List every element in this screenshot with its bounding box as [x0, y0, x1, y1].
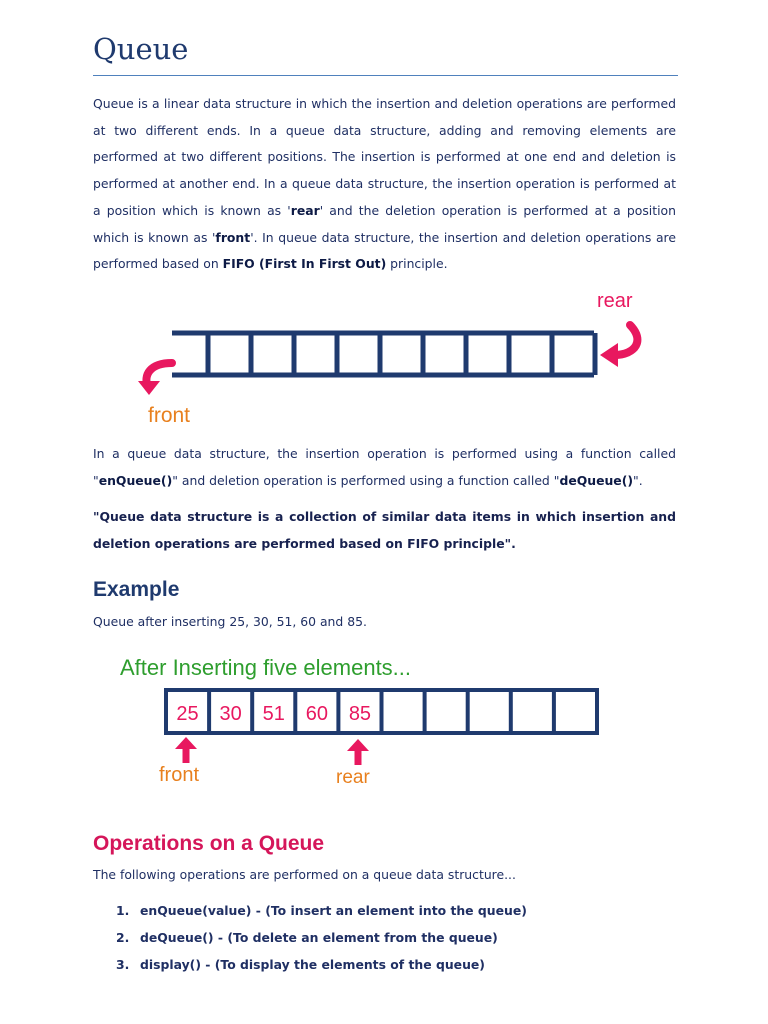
front-arrow-icon — [138, 363, 172, 395]
intro-front-term: front — [215, 229, 251, 245]
queue-diagram-filled — [0, 645, 768, 795]
operation-number: 3. — [116, 957, 130, 972]
operation-item — [93, 951, 527, 978]
queue-value: 51 — [262, 703, 285, 725]
example-caption: Queue after inserting 25, 30, 51, 60 and 85. — [93, 614, 367, 629]
example-diagram-title: After Inserting five elements... — [120, 655, 412, 680]
dequeue-term: deQueue() — [559, 472, 634, 488]
page-title: Queue — [93, 32, 189, 66]
functions-text-1: In a queue data structure, the insertion operation is performed using a function called " — [93, 446, 676, 488]
intro-rear-term: rear — [290, 202, 320, 218]
intro-paragraph — [93, 91, 676, 278]
rear-arrow-icon — [600, 325, 637, 367]
intro-text-1: Queue is a linear data structure in which the insertion and deletion operations are performed at two different ends. In a queue data structure, adding and removing elements are performed at two different positions. The insertion is performed at one end and deletion is performed at another end. In a queue data structure, the insertion operation is performed at a position which is known as ' — [93, 96, 676, 218]
operations-intro: The following operations are performed on a queue data structure... — [93, 867, 516, 882]
queue-cells — [208, 333, 595, 375]
front-up-arrow-icon — [175, 737, 197, 763]
example-rear-label: rear — [336, 767, 370, 788]
queue-value: 85 — [348, 703, 372, 725]
functions-text-3: ". — [633, 472, 643, 488]
operation-text: deQueue() - (To delete an element from the queue) — [140, 930, 498, 945]
operation-text: enQueue(value) - (To insert an element into the queue) — [140, 903, 527, 918]
queue-value: 25 — [176, 703, 199, 725]
functions-text-2: " and deletion operation is performed using a function called " — [172, 472, 560, 488]
queue-diagram-empty — [0, 285, 768, 435]
example-front-label: front — [159, 764, 200, 786]
operation-item — [93, 897, 527, 924]
operations-list — [93, 897, 527, 978]
intro-text-3: '. In queue data structure, the insertion and deletion operations are performed based on — [93, 229, 676, 272]
intro-fifo-term: FIFO (First In First Out) — [222, 256, 387, 272]
rear-label: rear — [597, 290, 633, 312]
operation-number: 1. — [116, 903, 130, 918]
functions-paragraph — [93, 441, 676, 494]
intro-text-4: principle. — [386, 256, 448, 272]
example-heading: Example — [93, 578, 180, 601]
front-label: front — [148, 404, 191, 427]
intro-text-2: ' and the deletion operation is performed at a position which is known as ' — [93, 202, 676, 245]
queue-value: 30 — [219, 703, 242, 725]
operation-item — [93, 924, 527, 951]
queue-cells-filled — [176, 690, 553, 733]
operation-number: 2. — [116, 930, 130, 945]
queue-value: 60 — [305, 703, 328, 725]
definition-text: "Queue data structure is a collection of similar data items in which insertion and deletion operations are performed based on FIFO principle". — [93, 509, 676, 551]
operation-text: display() - (To display the elements of the queue) — [140, 957, 485, 972]
enqueue-term: enQueue() — [98, 472, 173, 488]
rear-up-arrow-icon — [347, 739, 369, 765]
operations-heading: Operations on a Queue — [93, 832, 325, 855]
queue-rails — [172, 333, 594, 375]
definition-paragraph — [93, 503, 676, 557]
title-rule — [93, 75, 678, 76]
